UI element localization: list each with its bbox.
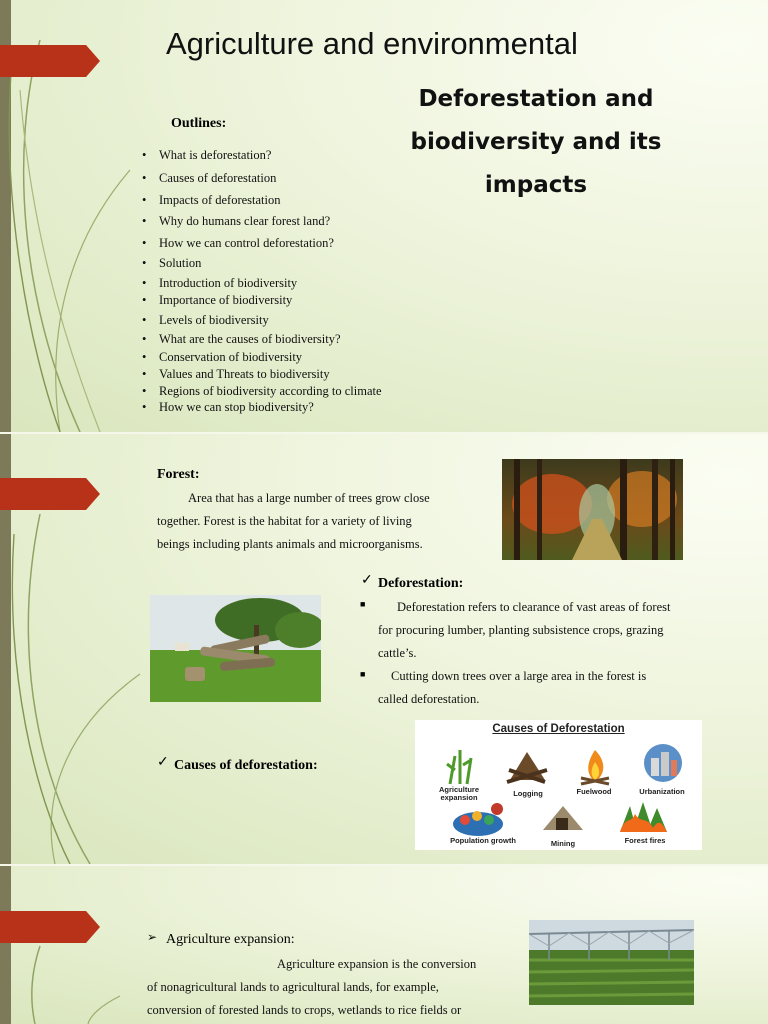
arrow-bullet-icon: ➢ — [147, 930, 158, 944]
check-icon: ✓ — [157, 755, 169, 770]
forest-heading: Forest: — [157, 467, 200, 482]
subtitle: Deforestation and biodiversity and its impacts — [410, 86, 662, 198]
square-bullet-icon: ■ — [360, 669, 366, 679]
cause-label: Mining — [550, 839, 576, 848]
cause-label: Population growth — [450, 836, 516, 845]
forest-text: Area that has a large number of trees grow close together. Forest is the habitat for a variety of living beings including plants animals and microorganisms. — [157, 491, 430, 551]
cause-label: Agriculture expansion — [438, 785, 479, 802]
slide-3 — [0, 866, 768, 1024]
deforestation-point-1: Deforestation refers to clearance of vast areas of forest for procuring lumber, planting subsistence crops, grazing cattle’s. — [378, 600, 671, 660]
causes-heading: Causes of deforestation: — [174, 758, 318, 773]
slide-marker-tab — [0, 911, 100, 943]
deforestation-heading: Deforestation: — [378, 576, 464, 591]
deforestation-photo — [150, 595, 321, 702]
forest-photo — [502, 459, 683, 560]
deforestation-point-2: Cutting down trees over a large area in the forest is called deforestation. — [378, 669, 647, 706]
cause-label: Fuelwood — [576, 787, 612, 796]
infographic-title: Causes of Deforestation — [492, 723, 625, 735]
irrigation-photo — [529, 920, 694, 1005]
causes-infographic — [415, 720, 702, 850]
cause-label: Urbanization — [639, 787, 685, 796]
outlines-heading: Outlines: — [171, 116, 227, 131]
square-bullet-icon: ■ — [360, 599, 366, 609]
agriculture-expansion-text: Agriculture expansion is the conversion of nonagricultural lands to agricultural lands, for example, conversion of forested lands to crops, wetlands to rice fields or — [147, 957, 477, 1017]
page-title: Agriculture and environmental — [166, 26, 578, 61]
slide-1: Agriculture and environmental Deforestation and biodiversity and its impacts Outlines: What is deforestation? Causes of deforestation Impacts of deforestation Why do humans clear forest land? How we can control deforestation? Solution Introduction of biodiversity Importance of biodiversity Levels of biodiversity What are the causes of biodiversity? Conservation of biodiversity Values and Threats to biodiversity Regions of biodiversity according to climate How we can stop biodiversity? — [0, 0, 768, 432]
slide-marker-tab — [0, 45, 100, 77]
check-icon: ✓ — [361, 573, 373, 588]
decorative-curves — [0, 866, 130, 1024]
cause-label: Forest fires — [624, 836, 666, 845]
cause-label: Logging — [513, 789, 543, 798]
slide-2 — [0, 434, 768, 864]
slide-marker-tab — [0, 478, 100, 510]
agriculture-expansion-heading: Agriculture expansion: — [166, 932, 295, 947]
